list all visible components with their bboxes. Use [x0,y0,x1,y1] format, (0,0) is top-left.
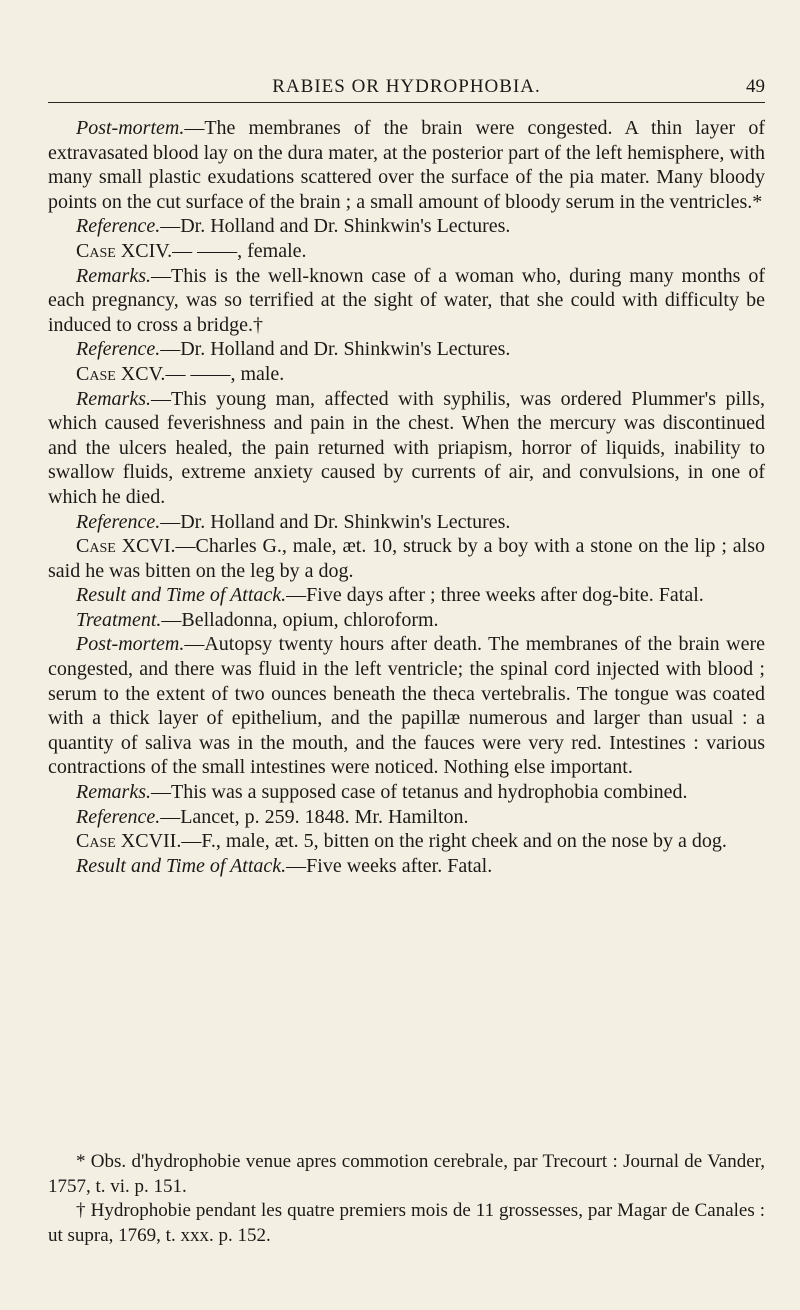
paragraph-text: —This is the well-known case of a woman who, during many months of each pregnancy, was so terrified at the sight of water, that she could with difficulty be induced to cross a bridge.† [48,264,765,336]
header-rule [48,102,765,103]
paragraph-label: Remarks. [76,781,151,804]
paragraph-label: Post-mortem. [76,117,185,139]
paragraph-text: —F., male, æt. 5, bitten on the right cheek and on the nose by a dog. [181,830,727,853]
paragraph [48,583,765,608]
paragraph-text: —This was a supposed case of tetanus and hydrophobia combined. [150,781,688,804]
paragraph-text: —Five weeks after. Fatal. [286,854,493,877]
paragraph-text: — ——, female. [172,239,307,262]
paragraph-text: —Dr. Holland and Dr. Shinkwin's Lectures. [160,510,511,533]
paragraph [48,264,765,338]
paragraph [48,632,765,780]
paragraph [48,608,765,633]
paragraph [48,854,765,879]
paragraph [48,239,765,264]
paragraph-label: Treatment. [76,608,162,631]
paragraph [48,510,765,535]
paragraph-label: Remarks. [76,264,151,287]
paragraph [48,387,765,510]
paragraph-label: Result and Time of Attack. [76,584,287,607]
running-head: RABIES OR HYDROPHOBIA. [272,76,541,97]
paragraph [48,337,765,362]
paragraph-text: —The membranes of the brain were congested. A thin layer of extravasated blood lay on the dura mater, at the posterior part of the left hemisphere, with many small plastic exudations scattered over the surface of the pia mater. Many bloody points on the cut surface of the brain ; a small amount of bloody serum in the ventricles.* [48,117,765,213]
paragraph [48,214,765,239]
paragraph-text: — ——, male. [165,362,285,385]
paragraph [48,534,765,583]
paragraph-text: —This young man, affected with syphilis, was ordered Plummer's pills, which caused feverishness and pain in the chest. When the mercury was discontinued and the ulcers healed, the pain returned with priapism, horror of liquids, inability to swallow fluids, extreme anxiety caused by currents of air, and convulsions, in one of which he died. [48,387,765,508]
paragraph-label: Post-mortem. [76,633,185,656]
paragraph [48,805,765,830]
paragraph-label: Case XCVII. [76,830,182,853]
body-text [48,116,765,878]
paragraph-label: Case XCIV. [76,239,173,262]
paragraph-label: Result and Time of Attack. [76,854,287,877]
page-number: 49 [746,76,765,97]
paragraph-label: Case XCV. [76,362,166,385]
paragraph [48,780,765,805]
paragraph-label: Reference. [76,338,161,361]
paragraph [48,362,765,387]
footnotes [48,1150,765,1248]
paragraph-text: —Charles G., male, æt. 10, struck by a boy with a stone on the lip ; also said he was bitten on the leg by a dog. [48,535,765,582]
paragraph-text: —Five days after ; three weeks after dog-bite. Fatal. [286,584,704,607]
paragraph-text: —Dr. Holland and Dr. Shinkwin's Lectures. [160,215,511,238]
paragraph-label: Case XCVI. [76,535,176,558]
footnote: * Obs. d'hydrophobie venue apres commotion cerebrale, par Trecourt : Journal de Vander, 1757, t. vi. p. 151. [48,1151,765,1197]
paragraph-text: —Belladonna, opium, chloroform. [161,608,439,631]
paragraph-text: —Autopsy twenty hours after death. The membranes of the brain were congested, and there was fluid in the left ventricle; the spinal cord injected with blood ; serum to the extent of two ounces beneath the theca vertebralis. The tongue was coated with a thick layer of epithelium, and the papillæ numerous and larger than usual : a quantity of saliva was in the mouth, and the fauces were very red. Intestines : various contractions of the small intestines were noticed. Nothing else important. [48,633,765,779]
running-header [48,76,765,104]
paragraph [48,116,765,214]
paragraph-text: —Lancet, p. 259. 1848. Mr. Hamilton. [160,805,469,828]
footnote: † Hydrophobie pendant les quatre premiers mois de 11 grossesses, par Magar de Canales : ut supra, 1769, t. xxx. p. 152. [48,1200,765,1246]
paragraph-label: Reference. [76,215,161,238]
paragraph-text: —Dr. Holland and Dr. Shinkwin's Lectures. [160,338,511,361]
paragraph [48,829,765,854]
paragraph-label: Remarks. [76,387,151,410]
paragraph-label: Reference. [76,510,161,533]
paragraph-label: Reference. [76,805,161,828]
